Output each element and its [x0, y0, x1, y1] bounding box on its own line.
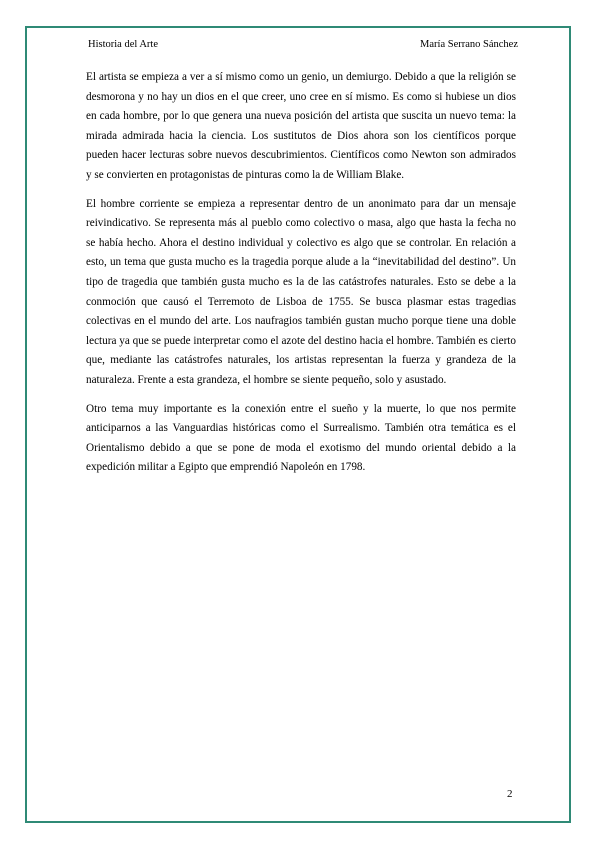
body-text: [86, 68, 516, 487]
header-author-name: María Serrano Sánchez: [420, 39, 518, 50]
paragraph-common-man: El hombre corriente se empieza a representar dentro de un anonimato para dar un mensaje reivindicativo. Se representa más al pueblo como colectivo o masa, algo que hasta la fecha no se había hecho. Ahora el destino individual y colectivo es algo que se controlar. En relación a esto, un tema que gusta mucho es la tragedia porque alude a la “inevitabilidad del destino”. Un tipo de tragedia que también gusta mucho es la de las catástrofes naturales. Esto se debe a la conmoción que causó el Terremoto de Lisboa de 1755. Se busca plasmar estas tragedias colectivas en el mundo del arte. Los naufragios también gustan mucho porque tiene una doble lectura ya que se puede interpretar como el azote del destino hacia el hombre. También es cierto que, mediante las catástrofes naturales, los artistas representan la fuerza y grandeza de la naturaleza. Frente a esta grandeza, el hombre se siente pequeño, solo y asustado.: [86, 197, 516, 386]
paragraph-dream-death: Otro tema muy importante es la conexión entre el sueño y la muerte, lo que nos permite anticiparnos a las Vanguardias históricas como el Surrealismo. También otra temática es el Orientalismo debido a que se pone de moda el exotismo del mundo oriental debido a la expedición militar a Egipto que emprendió Napoleón en 1798.: [86, 402, 516, 474]
header-course-title: Historia del Arte: [88, 39, 158, 50]
page-number: 2: [507, 788, 513, 800]
paragraph-artist-genius: El artista se empieza a ver a sí mismo como un genio, un demiurgo. Debido a que la religión se desmorona y no hay un dios en el que creer, uno cree en sí mismo. Es como si hubiese un dios en cada hombre, por lo que genera una nueva posición del artista que suscita un nuevo tema: la mirada admirada hacia la ciencia. Los sustitutos de Dios ahora son los científicos porque pueden hacer lecturas sobre nuevos descubrimientos. Científicos como Newton son admirados y se convierten en protagonistas de pinturas como la de William Blake.: [86, 71, 516, 181]
